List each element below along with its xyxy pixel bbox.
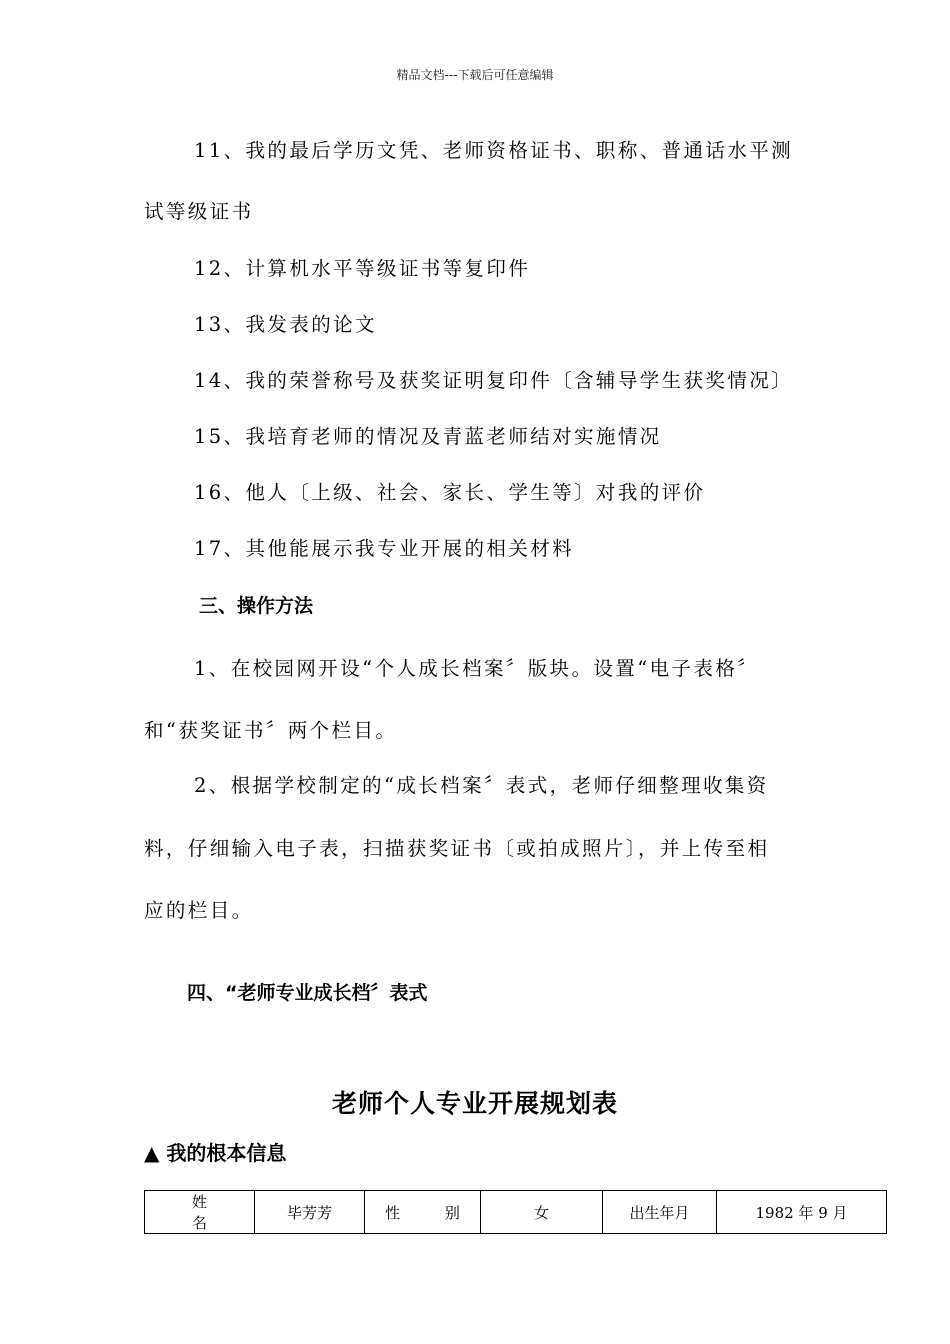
page-header: 精品文档---下载后可任意编辑 xyxy=(396,68,554,82)
item-11-line-2: 试等级证书 xyxy=(144,200,254,223)
item-16: 16、他人〔上级、社会、家长、学生等〕对我的评价 xyxy=(194,481,706,504)
item-11-line-1: 11、我的最后学历文凭、老师资格证书、职称、普通话水平测 xyxy=(194,139,794,162)
section-3-para-1-line-2: 和“获奖证书〞两个栏目。 xyxy=(144,719,398,742)
birth-value: 1982 年 9 月 xyxy=(717,1191,887,1234)
section-3-para-2-line-3: 应的栏目。 xyxy=(144,899,254,922)
birth-label: 出生年月 xyxy=(603,1191,717,1234)
section-3-para-2-line-1: 2、根据学校制定的“成长档案〞表式，老师仔细整理收集资 xyxy=(194,774,769,797)
name-value: 毕芳芳 xyxy=(255,1191,365,1234)
section-4-heading: 四、“老师专业成长档〞表式 xyxy=(187,982,428,1004)
section-3-heading: 三、操作方法 xyxy=(199,595,314,617)
section-3-para-2-line-2: 料，仔细输入电子表，扫描获奖证书〔或拍成照片〕，并上传至相 xyxy=(144,837,770,860)
form-subtitle: ▲ 我的根本信息 xyxy=(144,1141,287,1165)
item-14: 14、我的荣誉称号及获奖证明复印件〔含辅导学生获奖情况〕 xyxy=(194,369,794,392)
gender-value: 女 xyxy=(481,1191,603,1234)
item-12: 12、计算机水平等级证书等复印件 xyxy=(194,257,531,280)
basic-info-table xyxy=(144,1190,887,1234)
gender-label: 性 别 xyxy=(365,1191,481,1234)
item-15: 15、我培育老师的情况及青蓝老师结对实施情况 xyxy=(194,425,662,448)
item-13: 13、我发表的论文 xyxy=(194,313,377,336)
item-17: 17、其他能展示我专业开展的相关材料 xyxy=(194,537,575,560)
name-label: 姓 名 xyxy=(145,1191,255,1234)
table-row xyxy=(145,1191,887,1234)
form-title: 老师个人专业开展规划表 xyxy=(331,1089,618,1118)
section-3-para-1-line-1: 1、在校园网开设“个人成长档案〞版块。设置“电子表格〞 xyxy=(194,657,760,680)
